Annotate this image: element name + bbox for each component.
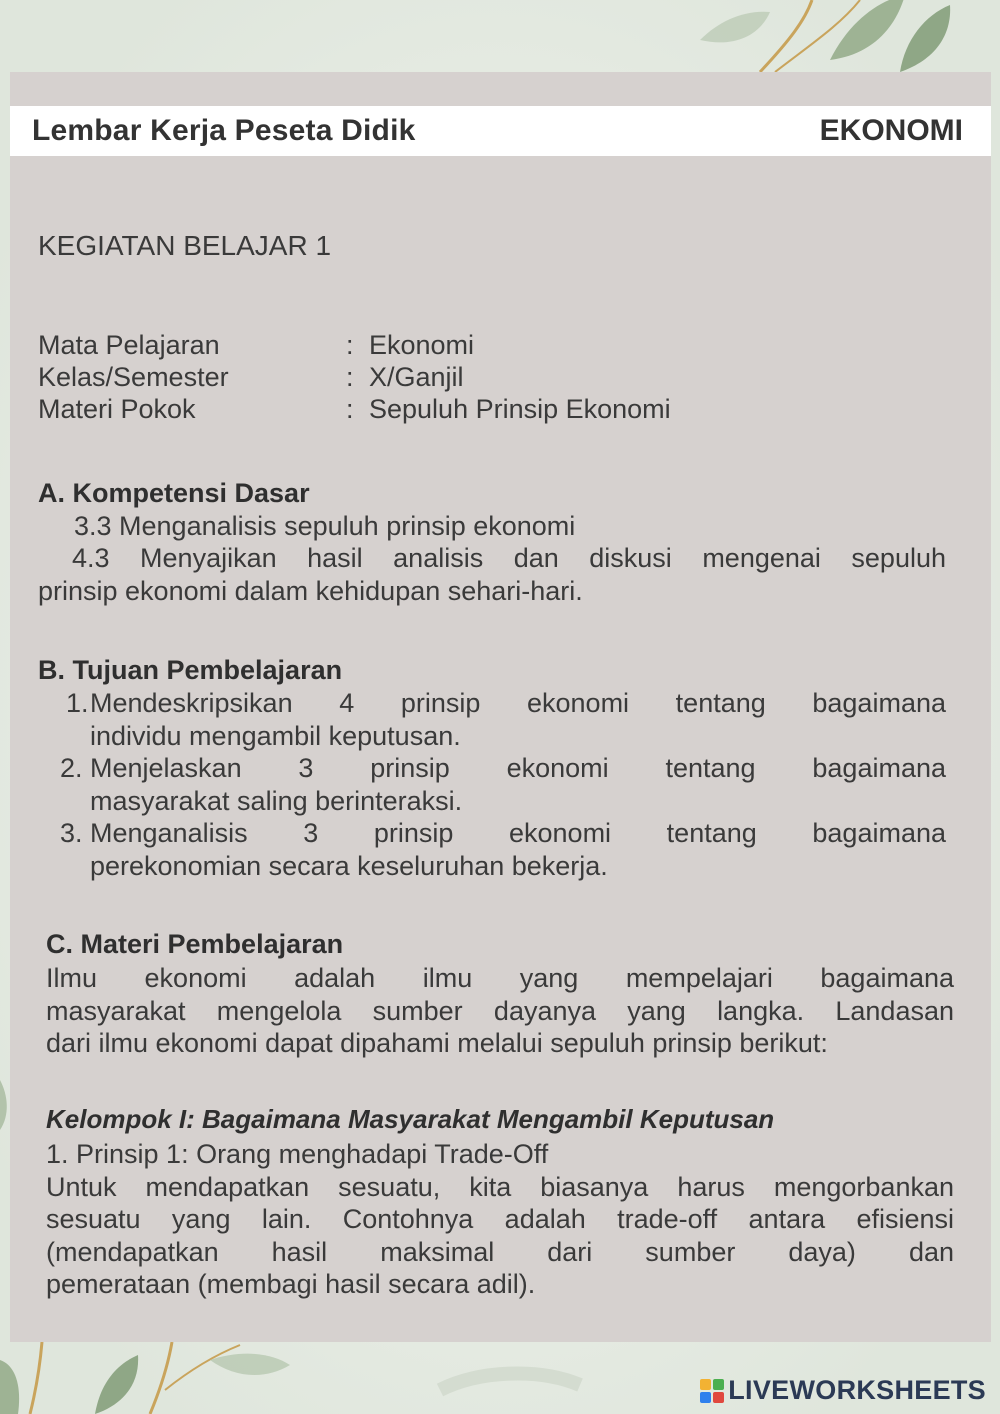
text-line: Mendeskripsikan 4 prinsip ekonomi tentang bagaimana: [90, 688, 946, 718]
group-1-heading: Kelompok I: Bagaimana Masyarakat Mengambil Keputusan: [46, 1104, 775, 1134]
section-a-heading: A. Kompetensi Dasar: [38, 478, 310, 508]
text-line: prinsip ekonomi dalam kehidupan sehari-hari.: [38, 575, 583, 606]
watermark-text: LIVEWORKSHEETS: [728, 1375, 986, 1405]
logo-square: [700, 1379, 711, 1390]
info-label: Materi Pokok: [38, 394, 196, 424]
info-value: X/Ganjil: [369, 362, 464, 392]
section-b-heading: B. Tujuan Pembelajaran: [38, 655, 343, 685]
principle-1-block: [46, 1138, 954, 1301]
info-colon: :: [346, 362, 354, 392]
header-bar: [10, 106, 991, 156]
kd-item-1: [74, 510, 954, 543]
info-value: Sepuluh Prinsip Ekonomi: [369, 394, 671, 424]
liveworksheets-watermark[interactable]: [700, 1375, 986, 1406]
section-c-heading: C. Materi Pembelajaran: [46, 929, 344, 959]
text-line: 3.3 Menganalisis sepuluh prinsip ekonomi: [74, 511, 576, 541]
objective-item-1: [66, 687, 946, 752]
list-number: 2.: [60, 753, 83, 783]
info-value: Ekonomi: [369, 330, 475, 360]
info-colon: :: [346, 394, 354, 424]
text-line: dari ilmu ekonomi dapat dipahami melalui sepuluh prinsip berikut:: [46, 1028, 828, 1058]
info-colon: :: [346, 330, 354, 360]
principle-title: 1. Prinsip 1: Orang menghadapi Trade-Off: [46, 1139, 549, 1169]
kd-item-2: [38, 542, 946, 607]
logo-square: [713, 1379, 724, 1390]
text-line: Untuk mendapatkan sesuatu, kita biasanya harus mengorbankan: [46, 1171, 954, 1202]
objective-item-3: [60, 817, 946, 882]
materi-intro: [46, 962, 954, 1060]
text-line: masyarakat saling berinteraksi.: [90, 785, 463, 816]
worksheet-title: Lembar Kerja Peseta Didik: [32, 114, 416, 147]
logo-square: [713, 1392, 724, 1403]
logo-square: [700, 1392, 711, 1403]
text-line: Menganalisis 3 prinsip ekonomi tentang bagaimana: [90, 818, 946, 848]
text-line: (mendapatkan hasil maksimal dari sumber daya) dan: [46, 1236, 954, 1267]
objective-item-2: [60, 752, 946, 817]
text-line: individu mengambil keputusan.: [90, 720, 461, 751]
worksheet-panel: [10, 72, 991, 1342]
liveworksheets-logo-icon: [700, 1379, 724, 1403]
activity-title: KEGIATAN BELAJAR 1: [38, 230, 332, 261]
info-label: Mata Pelajaran: [38, 330, 220, 360]
info-label: Kelas/Semester: [38, 362, 229, 392]
text-line: pemerataan (membagi hasil secara adil).: [46, 1269, 536, 1299]
text-line: 4.3 Menyajikan hasil analisis dan diskusi mengenai sepuluh: [72, 543, 946, 573]
text-line: Menjelaskan 3 prinsip ekonomi tentang bagaimana: [90, 753, 946, 783]
list-number: 1.: [66, 688, 89, 718]
text-line: Ilmu ekonomi adalah ilmu yang mempelajari bagaimana: [46, 963, 954, 993]
text-line: masyarakat mengelola sumber dayanya yang langka. Landasan: [46, 995, 954, 1026]
list-number: 3.: [60, 818, 83, 848]
subject-label: EKONOMI: [819, 114, 963, 147]
text-line: perekonomian secara keseluruhan bekerja.: [90, 850, 608, 881]
text-line: sesuatu yang lain. Contohnya adalah trade-off antara efisiensi: [46, 1204, 954, 1234]
